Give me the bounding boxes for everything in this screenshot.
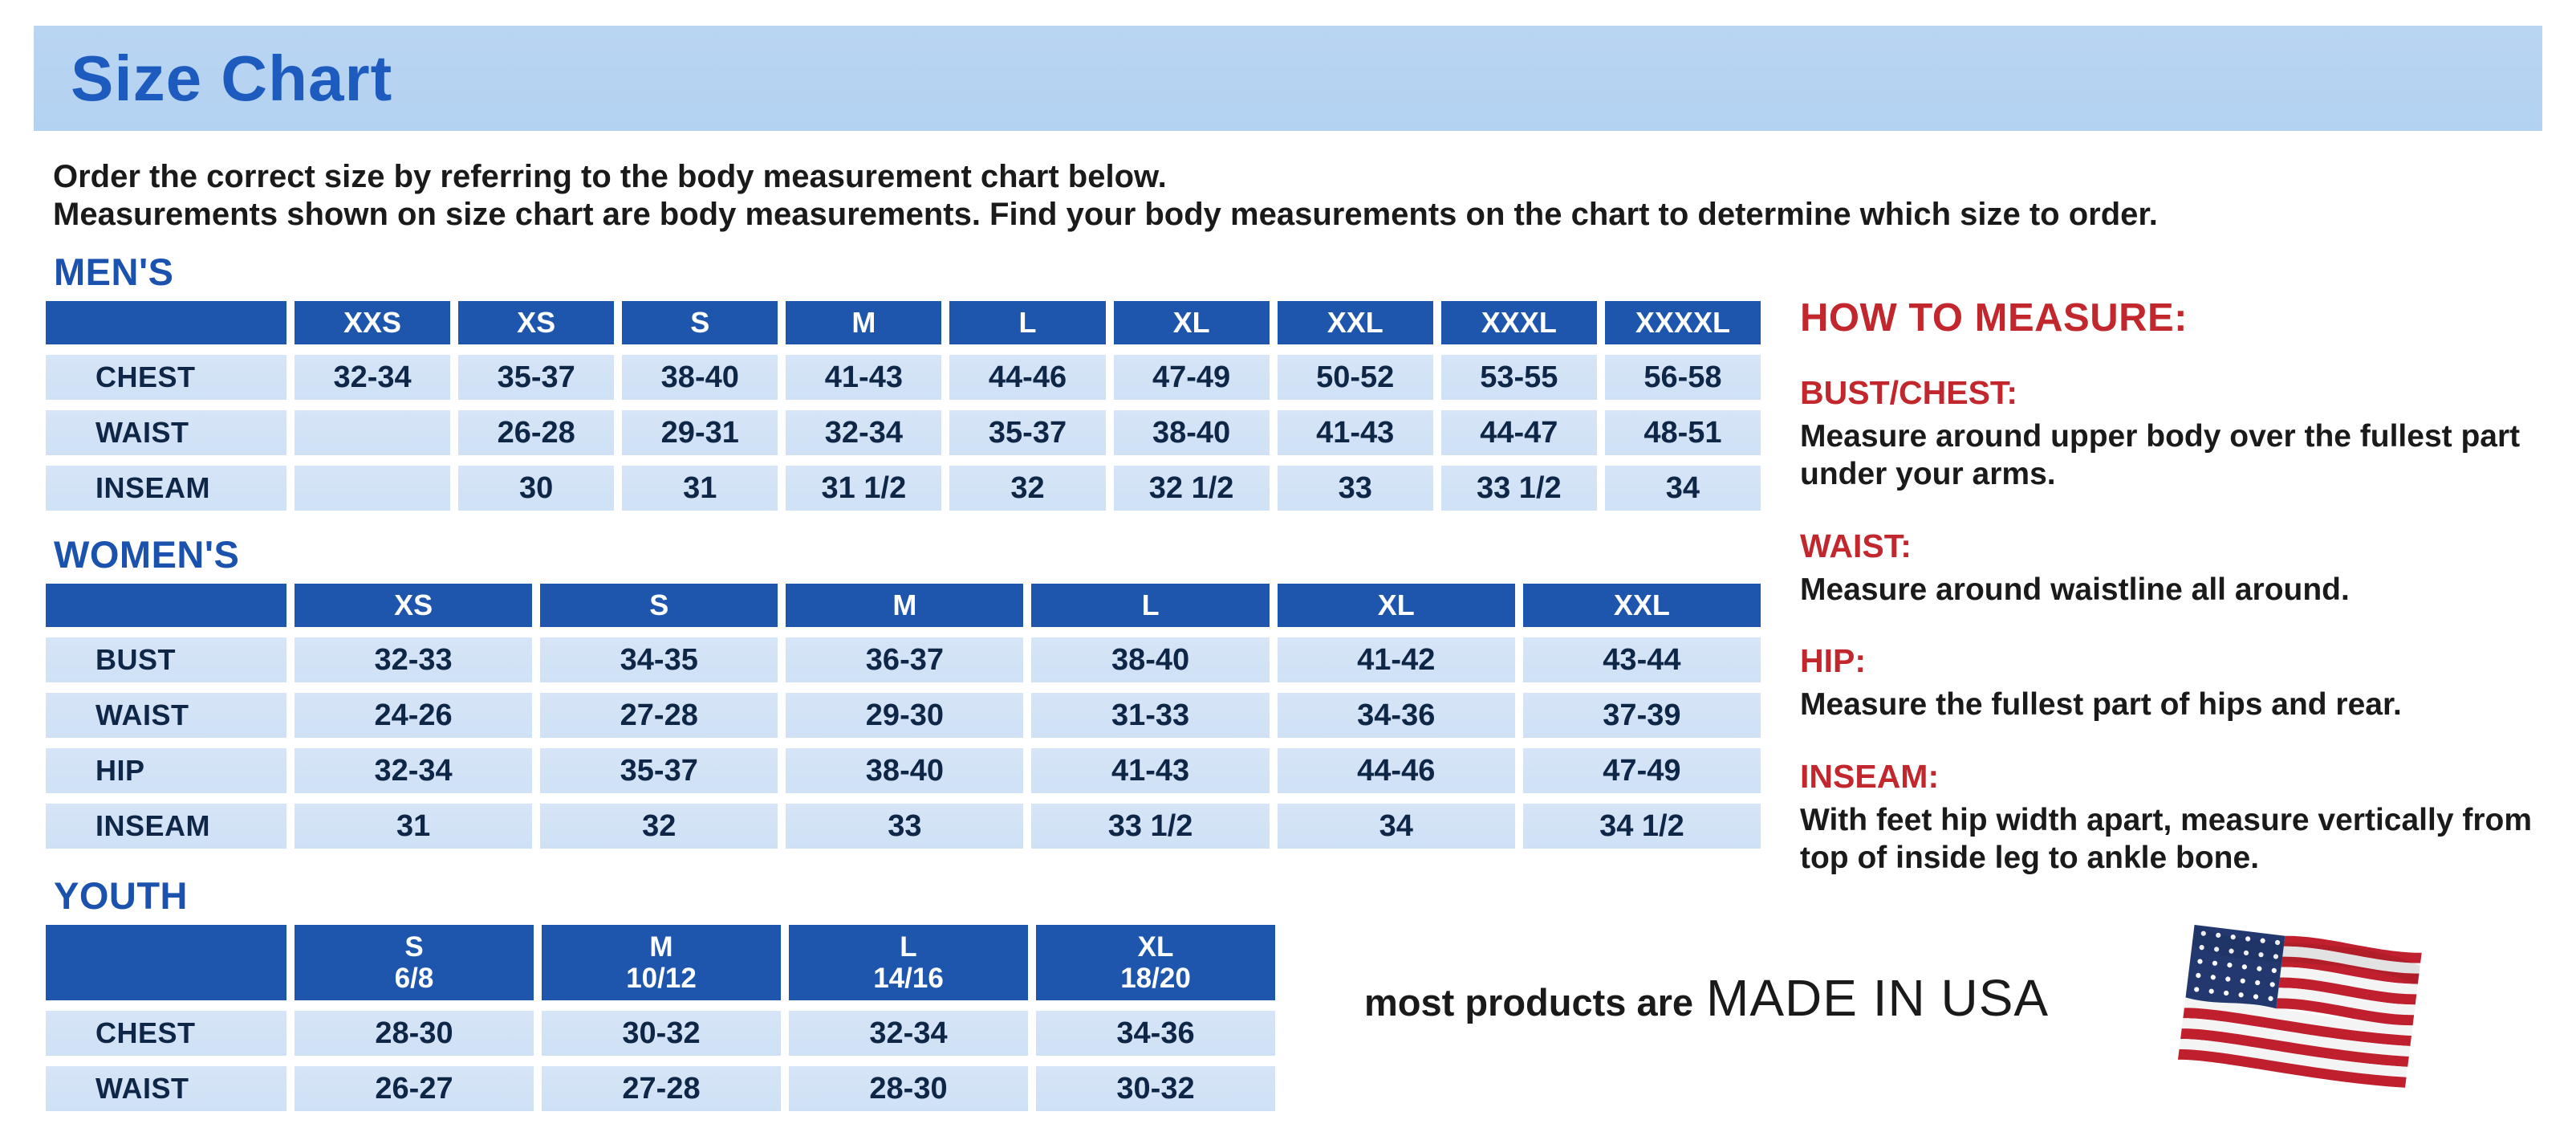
size-value-cell: 35-37 bbox=[458, 355, 614, 400]
size-range: 6/8 bbox=[394, 963, 434, 994]
measure-label: BUST/CHEST: bbox=[1800, 374, 2018, 411]
row-label-cell: INSEAM bbox=[46, 804, 286, 849]
size-range: 18/20 bbox=[1120, 963, 1191, 994]
measure-label: WAIST: bbox=[1800, 527, 1912, 564]
size-value-cell: 32 bbox=[540, 804, 778, 849]
intro-line-1: Order the correct size by referring to the body measurement chart below. bbox=[53, 159, 1167, 194]
table-corner-cell bbox=[46, 301, 286, 344]
row-label-cell: HIP bbox=[46, 748, 286, 793]
size-value-cell: 31 1/2 bbox=[786, 466, 941, 511]
size-value-cell: 43-44 bbox=[1523, 637, 1761, 682]
size-value-cell: 50-52 bbox=[1278, 355, 1433, 400]
column-header-cell: XXS bbox=[295, 301, 450, 344]
size-value-cell: 34-36 bbox=[1036, 1011, 1275, 1056]
size-value-cell: 53-55 bbox=[1441, 355, 1597, 400]
measure-text: With feet hip width apart, measure vertically from top of inside leg to ankle bone. bbox=[1800, 803, 2533, 875]
row-label-cell: WAIST bbox=[46, 693, 286, 738]
size-value-cell: 33 bbox=[786, 804, 1023, 849]
column-header-cell: M bbox=[786, 584, 1023, 627]
measure-label: HIP: bbox=[1800, 642, 1866, 680]
size-code: S bbox=[404, 930, 424, 963]
measure-section bbox=[1800, 642, 2574, 724]
row-label-cell: BUST bbox=[46, 637, 286, 682]
measure-text: Measure around waistline all around. bbox=[1800, 572, 2350, 607]
column-header-cell bbox=[542, 925, 781, 1000]
size-value-cell: 27-28 bbox=[540, 693, 778, 738]
youth-size-table bbox=[46, 925, 1275, 1111]
size-code: L bbox=[900, 930, 917, 963]
intro-text bbox=[53, 158, 2528, 234]
size-value-cell: 31 bbox=[295, 804, 532, 849]
column-header-cell: XXL bbox=[1278, 301, 1433, 344]
size-range: 10/12 bbox=[626, 963, 697, 994]
size-value-cell: 28-30 bbox=[295, 1011, 534, 1056]
mens-section-heading: MEN'S bbox=[54, 250, 174, 293]
column-header-cell: XL bbox=[1278, 584, 1515, 627]
size-value-cell: 38-40 bbox=[1114, 410, 1270, 455]
row-label-cell: WAIST bbox=[46, 410, 286, 455]
intro-line-2: Measurements shown on size chart are body measurements. Find your body measurements on the chart to determine which size to order. bbox=[53, 197, 2158, 233]
measure-section bbox=[1800, 527, 2574, 609]
column-header-cell: XXL bbox=[1523, 584, 1761, 627]
size-value-cell: 32-33 bbox=[295, 637, 532, 682]
youth-section-heading: YOUTH bbox=[54, 874, 188, 917]
row-label-cell: WAIST bbox=[46, 1066, 286, 1111]
column-header-cell bbox=[1036, 925, 1275, 1000]
size-value-cell: 33 bbox=[1278, 466, 1433, 511]
row-label-cell: CHEST bbox=[46, 355, 286, 400]
size-value-cell: 30-32 bbox=[1036, 1066, 1275, 1111]
column-header-cell: L bbox=[949, 301, 1105, 344]
size-value-cell bbox=[295, 410, 450, 455]
made-in-usa-line bbox=[1364, 968, 2049, 1028]
size-value-cell: 32 1/2 bbox=[1114, 466, 1270, 511]
size-value-cell: 35-37 bbox=[540, 748, 778, 793]
size-value-cell: 34 bbox=[1278, 804, 1515, 849]
mens-size-table bbox=[46, 301, 1761, 511]
size-value-cell: 33 1/2 bbox=[1031, 804, 1269, 849]
column-header-cell: XXXL bbox=[1441, 301, 1597, 344]
size-value-cell: 30 bbox=[458, 466, 614, 511]
column-header-cell: XXXXL bbox=[1605, 301, 1761, 344]
column-header-cell bbox=[789, 925, 1028, 1000]
measure-text: Measure around upper body over the fullest part under your arms. bbox=[1800, 419, 2521, 491]
size-value-cell: 28-30 bbox=[789, 1066, 1028, 1111]
row-label-cell: CHEST bbox=[46, 1011, 286, 1056]
size-value-cell: 29-31 bbox=[622, 410, 778, 455]
size-value-cell: 32-34 bbox=[789, 1011, 1028, 1056]
size-value-cell: 47-49 bbox=[1523, 748, 1761, 793]
size-code: XL bbox=[1137, 930, 1174, 963]
how-to-measure-heading: HOW TO MEASURE: bbox=[1800, 296, 2188, 340]
column-header-cell: XL bbox=[1114, 301, 1270, 344]
flag-container bbox=[2173, 925, 2422, 1106]
how-to-measure-panel bbox=[1800, 295, 2574, 878]
column-header-cell: S bbox=[622, 301, 778, 344]
made-in-usa-emphasis: MADE IN USA bbox=[1706, 969, 2050, 1027]
column-header-cell bbox=[295, 925, 534, 1000]
column-header-cell: XS bbox=[458, 301, 614, 344]
size-value-cell: 30-32 bbox=[542, 1011, 781, 1056]
size-value-cell: 27-28 bbox=[542, 1066, 781, 1111]
measure-sections bbox=[1800, 374, 2574, 878]
us-flag-icon bbox=[2173, 925, 2422, 1106]
size-value-cell: 24-26 bbox=[295, 693, 532, 738]
size-value-cell: 48-51 bbox=[1605, 410, 1761, 455]
size-value-cell: 38-40 bbox=[622, 355, 778, 400]
size-value-cell: 41-43 bbox=[786, 355, 941, 400]
womens-section-heading: WOMEN'S bbox=[54, 533, 240, 576]
column-header-cell: L bbox=[1031, 584, 1269, 627]
womens-size-table bbox=[46, 584, 1761, 849]
size-code: M bbox=[649, 930, 673, 963]
column-header-cell: S bbox=[540, 584, 778, 627]
size-value-cell: 44-46 bbox=[1278, 748, 1515, 793]
size-value-cell: 44-46 bbox=[949, 355, 1105, 400]
size-value-cell: 32-34 bbox=[295, 748, 532, 793]
size-value-cell: 56-58 bbox=[1605, 355, 1761, 400]
size-value-cell: 41-43 bbox=[1278, 410, 1433, 455]
title-bar bbox=[34, 26, 2542, 131]
size-value-cell: 26-27 bbox=[295, 1066, 534, 1111]
size-value-cell: 32-34 bbox=[786, 410, 941, 455]
row-label-cell: INSEAM bbox=[46, 466, 286, 511]
size-value-cell: 38-40 bbox=[1031, 637, 1269, 682]
made-in-usa-prefix: most products are bbox=[1364, 981, 1694, 1024]
size-value-cell: 35-37 bbox=[949, 410, 1105, 455]
size-value-cell: 29-30 bbox=[786, 693, 1023, 738]
size-value-cell: 32 bbox=[949, 466, 1105, 511]
size-value-cell: 34 bbox=[1605, 466, 1761, 511]
measure-section bbox=[1800, 758, 2574, 878]
size-value-cell: 34-36 bbox=[1278, 693, 1515, 738]
column-header-cell: M bbox=[786, 301, 941, 344]
page-title: Size Chart bbox=[71, 42, 393, 114]
size-value-cell: 38-40 bbox=[786, 748, 1023, 793]
size-value-cell: 26-28 bbox=[458, 410, 614, 455]
measure-text: Measure the fullest part of hips and rear. bbox=[1800, 687, 2402, 723]
size-value-cell: 31 bbox=[622, 466, 778, 511]
size-value-cell: 47-49 bbox=[1114, 355, 1270, 400]
size-range: 14/16 bbox=[873, 963, 944, 994]
size-value-cell: 41-43 bbox=[1031, 748, 1269, 793]
size-value-cell: 41-42 bbox=[1278, 637, 1515, 682]
size-value-cell: 37-39 bbox=[1523, 693, 1761, 738]
measure-section bbox=[1800, 374, 2574, 494]
measure-label: INSEAM: bbox=[1800, 758, 1940, 796]
size-value-cell: 34-35 bbox=[540, 637, 778, 682]
size-value-cell: 44-47 bbox=[1441, 410, 1597, 455]
size-value-cell: 36-37 bbox=[786, 637, 1023, 682]
table-corner-cell bbox=[46, 925, 286, 1000]
size-value-cell: 33 1/2 bbox=[1441, 466, 1597, 511]
column-header-cell: XS bbox=[295, 584, 532, 627]
size-value-cell: 32-34 bbox=[295, 355, 450, 400]
size-value-cell bbox=[295, 466, 450, 511]
size-value-cell: 31-33 bbox=[1031, 693, 1269, 738]
size-value-cell: 34 1/2 bbox=[1523, 804, 1761, 849]
table-corner-cell bbox=[46, 584, 286, 627]
